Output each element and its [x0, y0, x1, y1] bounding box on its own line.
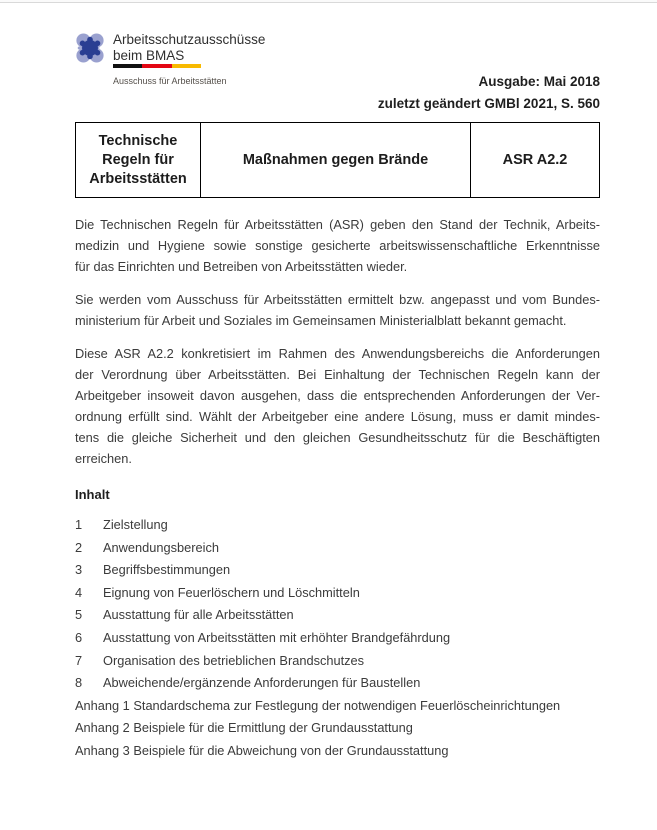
- logo-subtitle: Ausschuss für Arbeitsstätten: [113, 75, 227, 86]
- toc-annex-item: [75, 740, 600, 763]
- text-line: erreichen.: [75, 451, 132, 466]
- text-line: ministerium für Arbeit und Soziales im Gemeinsamen Ministerialblatt bekannt gemacht.: [75, 313, 567, 328]
- edition-info: [378, 71, 600, 115]
- toc-annex-item: [75, 695, 600, 718]
- text-line: für das Einrichten und Betreiben von Arbeitsstätten wieder.: [75, 259, 408, 274]
- toc-item-number: 7: [75, 652, 83, 668]
- toc-item-number: 3: [75, 562, 83, 578]
- toc-item-label: Anwendungsbereich: [103, 539, 219, 555]
- flag-black-segment: [113, 64, 142, 68]
- flag-gold-segment: [172, 64, 201, 68]
- text-line: ordnung erfüllt sind. Wählt der Arbeitgeber eine andere Lösung, muss er damit mindes-: [75, 409, 600, 424]
- logo-title-line2: beim BMAS: [113, 47, 185, 63]
- toc-annex-label: Anhang 2 Beispiele für die Ermittlung der Grundausstattung: [75, 720, 413, 736]
- toc-item: [75, 650, 600, 673]
- toc-item: [75, 627, 600, 650]
- toc-item: [75, 559, 600, 582]
- text-line: Die Technischen Regeln für Arbeitsstätten (ASR) geben den Stand der Technik, Arbeits-: [75, 217, 600, 232]
- document-body: [75, 214, 600, 763]
- text-line: Diese ASR A2.2 konkretisiert im Rahmen des Anwendungsbereichs die Anforderungen: [75, 346, 600, 361]
- edition-amendment: zuletzt geändert GMBl 2021, S. 560: [377, 96, 600, 111]
- toc-item-label: Begriffsbestimmungen: [103, 562, 231, 578]
- bmas-logo: [75, 32, 265, 86]
- toc-item: [75, 537, 600, 560]
- toc-item-label: Abweichende/ergänzende Anforderungen für Baustellen: [103, 675, 421, 691]
- toc-item-number: 2: [75, 539, 83, 555]
- text-line: tens die gleiche Sicherheit und den gleichen Gesundheitsschutz für die Beschäftigten: [75, 430, 600, 445]
- toc-annex-label: Anhang 1 Standardschema zur Festlegung der notwendigen Feuerlöscheinrichtungen: [75, 697, 561, 713]
- puzzle-logo-icon: [75, 32, 105, 64]
- german-flag-divider: [113, 64, 201, 68]
- page-top-divider: [0, 0, 657, 3]
- toc-item-number: 4: [75, 584, 83, 600]
- toc-item-label: Ausstattung von Arbeitsstätten mit erhöhter Brandgefährdung: [103, 629, 451, 645]
- title-table-cell-series: [76, 123, 201, 197]
- toc-item-label: Organisation des betrieblichen Brandschutzes: [103, 652, 365, 668]
- toc-item: [75, 514, 600, 537]
- toc-item-label: Eignung von Feuerlöschern und Löschmitteln: [103, 584, 360, 600]
- toc-heading: Inhalt: [75, 487, 110, 502]
- toc-list: [75, 514, 600, 763]
- series-line: Arbeitsstätten: [89, 170, 187, 187]
- toc-item-label: Zielstellung: [103, 517, 168, 532]
- text-line: Sie werden vom Ausschuss für Arbeitsstätten ermittelt bzw. angepasst und vom Bundes-: [75, 292, 600, 307]
- intro-paragraph-2: [75, 289, 600, 331]
- text-line: der Verordnung über Arbeitsstätten. Bei Einhaltung der Technischen Regeln kann der: [75, 367, 600, 382]
- toc-item: [75, 582, 600, 605]
- title-table: [75, 122, 600, 198]
- toc-item: [75, 672, 600, 695]
- logo-text-block: [113, 32, 265, 86]
- text-line: medizin und Hygiene sowie sonstige gesicherte arbeitswissenschaftliche Erkenntnisse: [75, 238, 600, 253]
- intro-paragraph-1: [75, 214, 600, 277]
- toc-annex-label: Anhang 3 Beispiele für die Abweichung von der Grundausstattung: [75, 742, 449, 758]
- intro-paragraph-3: [75, 343, 600, 469]
- edition-date: Ausgabe: Mai 2018: [478, 74, 600, 89]
- text-line: Arbeitgeber insoweit davon ausgehen, dass die entsprechenden Anforderungen der Ver-: [75, 388, 600, 403]
- toc-item-number: 8: [75, 675, 83, 691]
- toc-item-number: 1: [75, 517, 83, 532]
- toc-item-number: 5: [75, 607, 83, 623]
- toc-item-label: Ausstattung für alle Arbeitsstätten: [103, 607, 294, 623]
- series-line: Technische: [98, 132, 178, 149]
- flag-red-segment: [142, 64, 171, 68]
- title-table-cell-title: Maßnahmen gegen Brände: [201, 123, 471, 197]
- logo-title-line1: Arbeitsschutzausschüsse: [113, 32, 266, 47]
- title-table-cell-number: ASR A2.2: [502, 152, 568, 168]
- series-line: Regeln für: [102, 151, 174, 168]
- toc-item-number: 6: [75, 629, 83, 645]
- toc-item: [75, 604, 600, 627]
- toc-annex-item: [75, 717, 600, 740]
